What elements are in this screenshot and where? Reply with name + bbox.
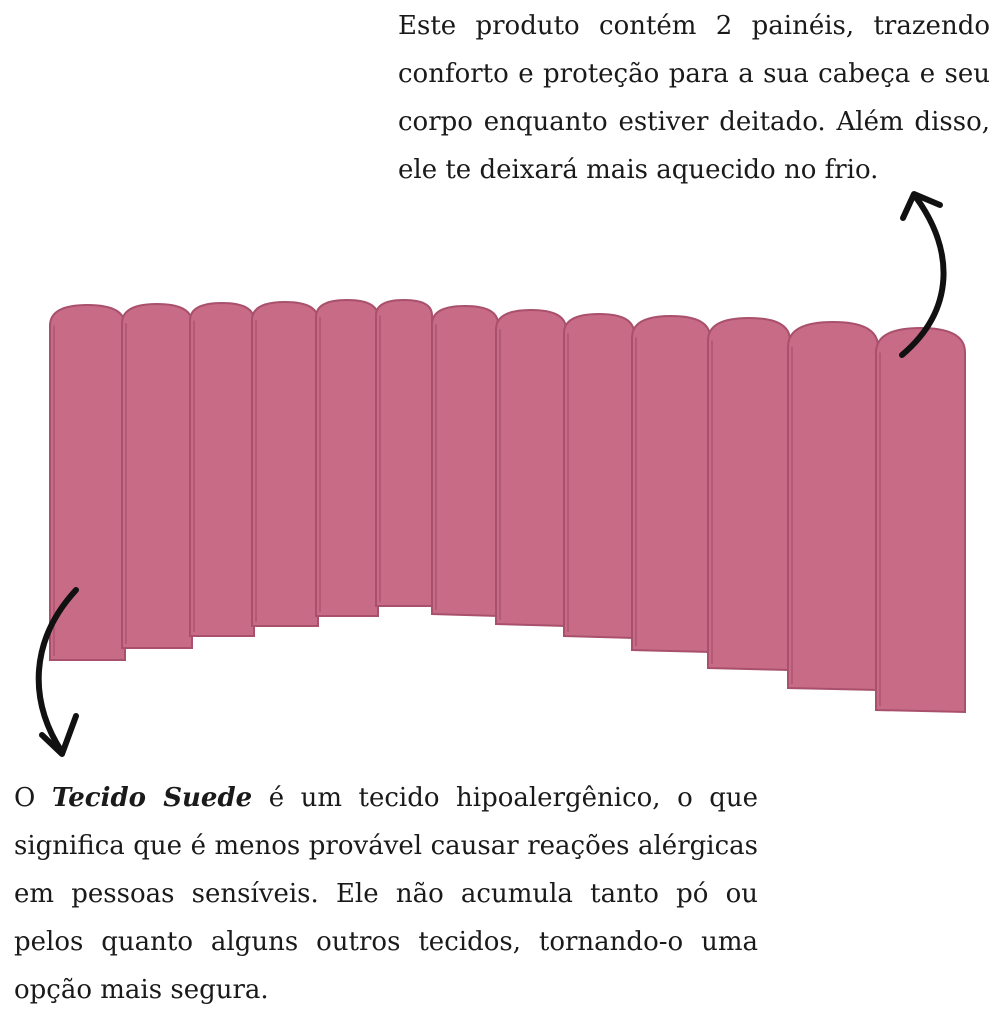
product-description-text: Este produto contém 2 painéis, trazendo conforto e proteção para a sua cabeça e seu corpo enquanto estiver deitado. Além disso, ele te deixará mais aquecido no frio.	[398, 11, 990, 185]
text-lead: O	[14, 783, 52, 813]
fabric-name: Tecido Suede	[51, 783, 253, 813]
text-rest: é um tecido hipoalergênico, o que significa que é menos provável causar reações alérgicas em pessoas sensíveis. Ele não acumula tanto pó ou pelos quanto alguns outros tecidos, tornando-o uma opção mais segura.	[14, 783, 758, 1005]
fabric-description-text	[14, 774, 758, 1014]
